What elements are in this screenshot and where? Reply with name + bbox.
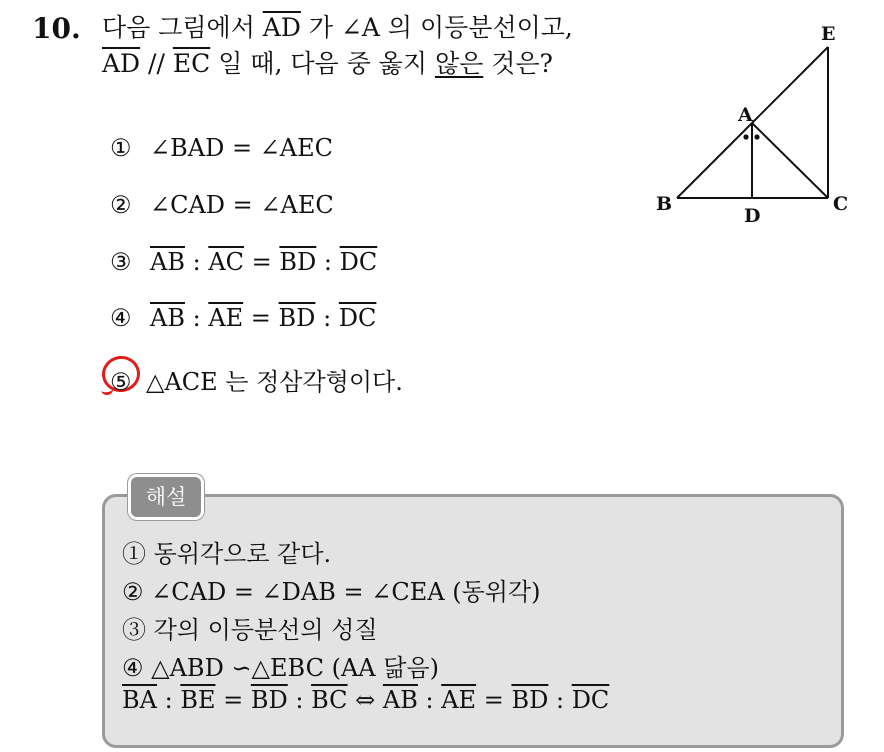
segment: $\overline{AE}$: [208, 304, 244, 332]
segment: $\overline{AB}$: [150, 248, 185, 276]
segment: $\overline{AB}$: [382, 686, 418, 714]
stem-text: 다음 그림에서: [102, 13, 263, 42]
choice-5[interactable]: [110, 362, 403, 397]
stem-text: 일 때, 다음 중 옳지: [210, 49, 435, 78]
choice-text: ∠BAD = ∠AEC: [150, 134, 334, 162]
solution-line-4: ④ △ABD ∽△EBC (AA 닮음): [122, 654, 439, 682]
choice-3[interactable]: ③ $\overline{AB}$ : $\overline{AC} = \overline{BD}$ : $\overline{DC}$: [110, 248, 378, 276]
segment: $\overline{BD}$: [250, 686, 288, 714]
point-label-b: B: [656, 193, 673, 215]
choice-4[interactable]: ④ $\overline{AB}$ : $\overline{AE} = \overline{BD}$ : $\overline{DC}$: [110, 304, 377, 332]
question-number: 10.: [32, 12, 81, 45]
segment-ad: $\overline{AD}$: [262, 13, 301, 42]
solution-line-3: ③ 각의 이등분선의 성질: [122, 616, 378, 644]
choice-number: ②: [110, 191, 132, 219]
segment: $\overline{DC}$: [338, 304, 377, 332]
choice-1[interactable]: [110, 134, 333, 162]
segment: $\overline{BD}$: [511, 686, 549, 714]
point-label-a: A: [738, 104, 753, 126]
solution-line-1: ① 동위각으로 같다.: [122, 540, 332, 568]
segment: $\overline{BC}$: [311, 686, 348, 714]
choice-2[interactable]: [110, 191, 334, 219]
choice-number: ①: [110, 134, 132, 162]
segment-ec: $\overline{EC}$: [172, 49, 211, 78]
triangle-figure: [650, 20, 860, 230]
choice-number: ③: [110, 248, 132, 276]
choice-text: ∠CAD = ∠AEC: [150, 191, 334, 219]
choice-text: △ACE 는 정삼각형이다.: [146, 368, 403, 396]
segment-ad: $\overline{AD}$: [102, 49, 141, 78]
angle-mark-dot: [743, 134, 748, 139]
segment: $\overline{BA}$: [122, 686, 157, 714]
solution-tag: 해설: [128, 474, 204, 520]
stem-text: 것은?: [483, 49, 553, 78]
stem-text: 가 ∠A 의 이등분선이고,: [300, 13, 573, 42]
question-line-2: [102, 50, 553, 79]
segment: $\overline{AC}$: [208, 248, 245, 276]
choice-number: ⑤: [110, 368, 132, 396]
solution-line-2: ② ∠CAD = ∠DAB = ∠CEA (동위각): [122, 578, 541, 606]
segment: $\overline{BE}$: [180, 686, 216, 714]
choice-number: ④: [110, 304, 132, 332]
point-label-c: C: [833, 193, 849, 215]
segment: $\overline{AE}$: [441, 686, 477, 714]
segment: $\overline{BD}$: [279, 248, 317, 276]
segment: $\overline{AB}$: [150, 304, 185, 332]
solution-line-5: $\overline{BA}$ : $\overline{BE} = \overline{BD}$ : $\overline{BC}$ ⇔ $\overline{AB}$ : $\overline{AE} = \overline{BD}$ : $\overline{DC}$: [122, 686, 610, 714]
angle-mark-dot: [754, 134, 759, 139]
segment: $\overline{DC}$: [571, 686, 610, 714]
segment: $\overline{DC}$: [339, 248, 378, 276]
question-line-1: [102, 14, 573, 43]
segment-ac-line: [752, 123, 828, 198]
segment: $\overline{BD}$: [278, 304, 316, 332]
parallel-sign: //: [140, 49, 173, 78]
point-label-e: E: [821, 23, 836, 45]
emphasis-text: 않은: [434, 49, 484, 78]
point-label-d: D: [744, 205, 761, 227]
